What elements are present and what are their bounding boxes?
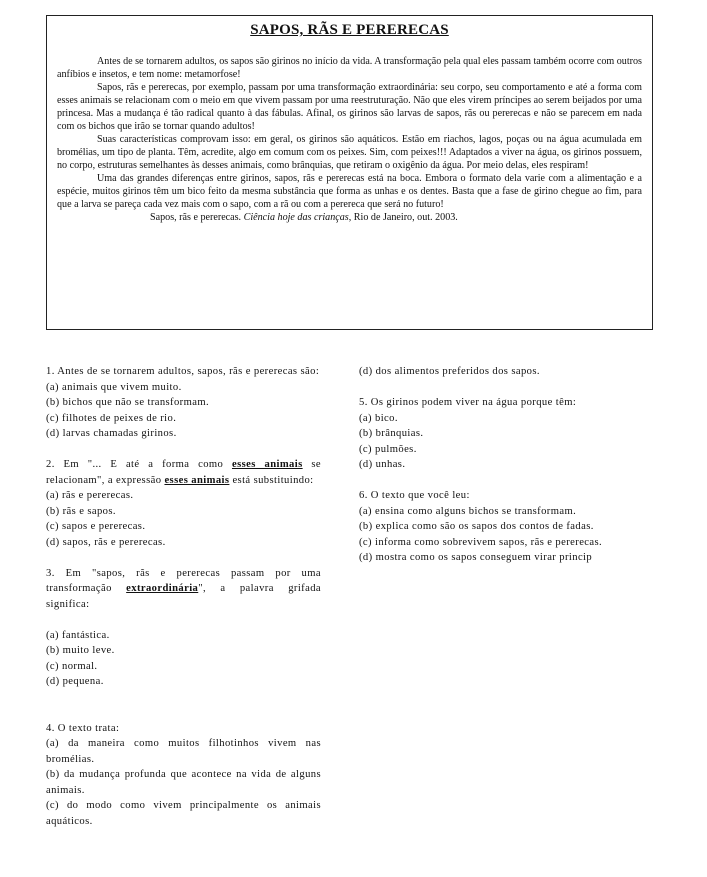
questions-left-column	[46, 364, 321, 829]
question-3	[46, 566, 321, 690]
option-a: (a) rãs e pererecas.	[46, 490, 134, 501]
question-6	[359, 488, 634, 566]
paragraph-4: Uma das grandes diferenças entre girinos, sapos, rãs e pererecas está na boca. Embora o formato dela varie com a alimentação e a espécie, muitos girinos têm um bico feito da mesma substância que forma as unhas e os dentes. Basta que a fase de girino chegue ao fim, para que a larva se pareça cada vez mais com o sapo, com a rã ou com a perereca que será no futuro!	[57, 173, 642, 210]
option-b: (b) brânquias.	[359, 428, 424, 439]
stem-part: 3. Em "sapos, rãs e pererecas passam por uma transformação	[46, 567, 321, 594]
option-b: (b) explica como são os sapos dos contos de fadas.	[359, 521, 594, 532]
option-d: (d) mostra como os sapos conseguem virar princip	[359, 552, 593, 563]
option-a: (a) fantástica.	[46, 629, 110, 641]
stem-part: 2. Em "... E até a forma como	[46, 459, 232, 470]
question-stem	[46, 457, 321, 488]
stem-part: está substituindo:	[229, 474, 314, 486]
question-2	[46, 457, 321, 550]
option-b: (b) rãs e sapos.	[46, 505, 116, 517]
option-a: (a) bico.	[359, 412, 398, 424]
option-c: (c) do modo como vivem principalmente os animais aquáticos.	[46, 800, 321, 827]
option-d: (d) pequena.	[46, 676, 104, 687]
text-title: SAPOS, RÃS E PERERECAS	[250, 22, 449, 38]
option-c: (c) normal.	[46, 660, 98, 672]
paragraph-3: Suas características comprovam isso: em geral, os girinos são aquáticos. Estão em riachos, lagos, poças ou na água acumulada em bromélias, um tipo de planta. Têm, acredite, algo em comum com os peixes. Sim, com peixes!!! Adaptados a viver na água, os girinos possuem, no corpo, estruturas semelhantes às desses animais, como brânquias, que retiram o oxigênio da água. Por meio delas, eles respiram!	[57, 134, 642, 171]
option-a: (a) ensina como alguns bichos se transformam.	[359, 505, 577, 517]
option-b: (b) muito leve.	[46, 645, 115, 656]
option-c: (c) informa como sobrevivem sapos, rãs e pererecas.	[359, 536, 603, 548]
option-a: (a) animais que vivem muito.	[46, 381, 182, 393]
stem-part: se relacionam", a expressão	[46, 459, 321, 486]
option-b: (b) bichos que não se transformam.	[46, 397, 210, 408]
reading-text-box	[46, 15, 653, 330]
question-stem: 6. O texto que você leu:	[359, 490, 470, 501]
question-1	[46, 364, 321, 442]
highlighted-expression: esses animais	[164, 474, 230, 486]
question-stem: 5. Os girinos podem viver na água porque têm:	[359, 397, 577, 408]
option-d: (d) larvas chamadas girinos.	[46, 428, 177, 439]
option-c: (c) filhotes de peixes de rio.	[46, 412, 177, 424]
highlighted-expression: esses animais	[231, 459, 303, 470]
paragraph-2: Sapos, rãs e pererecas, por exemplo, passam por uma transformação extraordinária: seu corpo, seu comportamento e até a forma com esses animais se relacionam com o meio em que vivem passam por uma reestruturação. Não que eles virem príncipes ao serem beijados por uma princesa. Mas a mudança é tão radical quanto à das fábulas. Afinal, os girinos são larvas de sapos, rãs ou pererecas e não se parecem em nada com os bichos que irão se tornar quando adultos!	[57, 82, 642, 132]
stem-part: ", a palavra grifada significa:	[46, 583, 321, 610]
questions-right-column	[359, 364, 634, 566]
paragraph-1: Antes de se tornarem adultos, os sapos são girinos no início da vida. A transformação pela qual eles passam também ocorre com outros anfíbios e insetos, e tem nome: metamorfose!	[57, 56, 642, 80]
question-4	[46, 721, 321, 830]
highlighted-word: extraordinária	[126, 583, 199, 594]
source-details: , Rio de Janeiro, out. 2003.	[348, 212, 458, 223]
question-stem: 4. O texto trata:	[46, 722, 120, 734]
source-magazine: Ciência hoje das crianças	[243, 212, 349, 223]
option-d: (d) unhas.	[359, 459, 406, 470]
option-b: (b) da mudança profunda que acontece na vida de alguns animais.	[46, 769, 321, 796]
question-4-option-d: (d) dos alimentos preferidos dos sapos.	[359, 366, 540, 377]
option-c: (c) pulmões.	[359, 443, 417, 455]
option-d: (d) sapos, rãs e pererecas.	[46, 536, 166, 548]
source-title: Sapos, rãs e pererecas.	[150, 212, 244, 223]
source-citation	[57, 211, 642, 224]
option-a: (a) da maneira como muitos filhotinhos vivem nas bromélias.	[46, 738, 321, 765]
question-stem	[46, 566, 321, 613]
question-5	[359, 395, 634, 473]
question-stem: 1. Antes de se tornarem adultos, sapos, rãs e pererecas são:	[46, 366, 320, 377]
option-c: (c) sapos e pererecas.	[46, 521, 146, 532]
